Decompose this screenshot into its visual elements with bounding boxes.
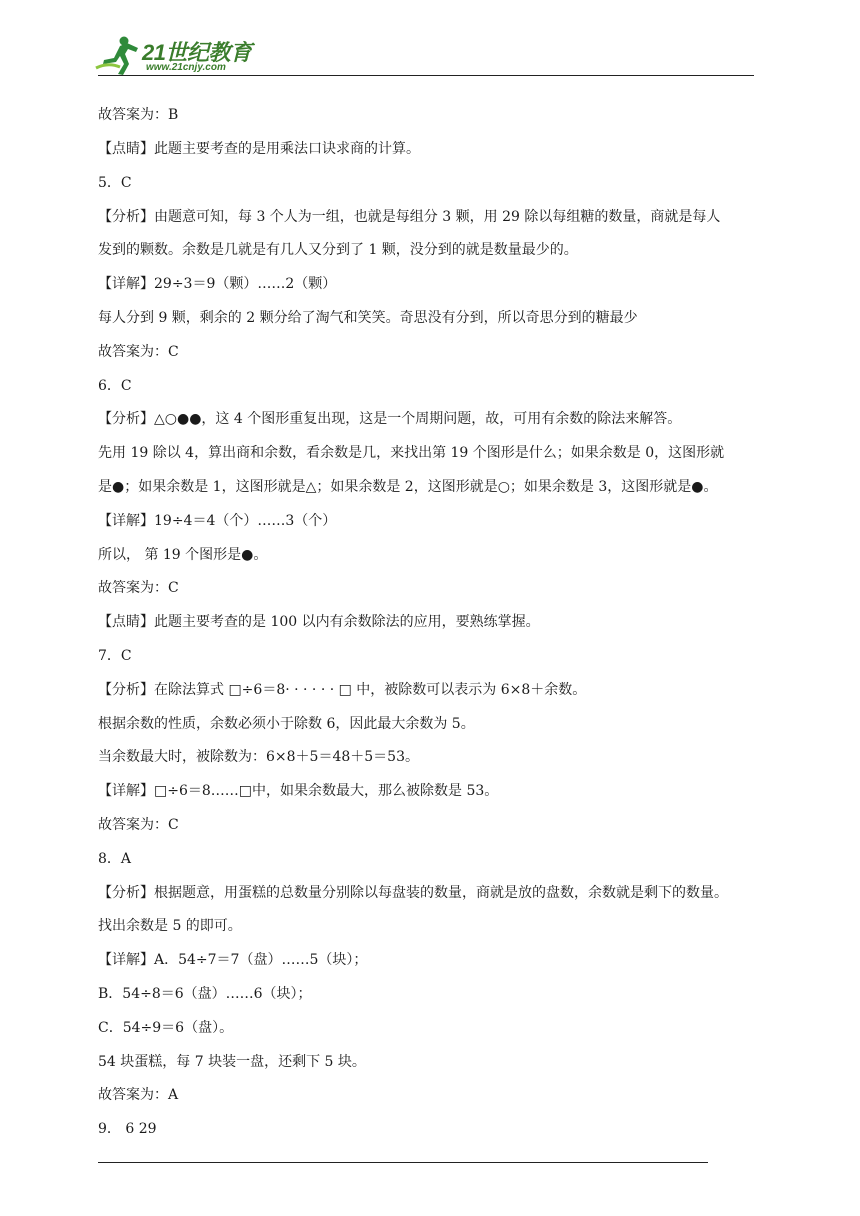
text-line: 找出余数是 5 的即可。 <box>98 918 242 934</box>
text-line: 每人分到 9 颗，剩余的 2 颗分给了淘气和笑笑。奇思没有分到，所以奇思分到的糖最少 <box>98 310 638 326</box>
text-line: 故答案为：C <box>98 817 179 833</box>
text-line: 故答案为：C <box>98 344 179 360</box>
text-line: 【点睛】此题主要考查的是用乘法口诀求商的计算。 <box>98 141 420 157</box>
site-logo <box>94 34 264 78</box>
text-line: 【分析】△○●●，这 4 个图形重复出现，这是一个周期问题，故，可用有余数的除法来解答。 <box>98 411 682 427</box>
text-line: 故答案为：A <box>98 1087 179 1103</box>
text-line: 【详解】A．54÷7＝7（盘）……5（块）； <box>98 952 368 968</box>
text-line: 【详解】29÷3＝9（颗）……2（颗） <box>98 276 337 292</box>
logo-text: 21世纪教育 <box>142 40 252 65</box>
text-line: 发到的颗数。余数是几就是有几人又分到了 1 颗，没分到的就是数量最少的。 <box>98 242 578 258</box>
page-header <box>0 0 860 80</box>
runner-icon <box>94 34 142 76</box>
logo-url: www.21cnjy.com <box>146 62 226 73</box>
text-line: 是●；如果余数是 1，这图形就是△；如果余数是 2，这图形就是○；如果余数是 3，这图形就是●。 <box>98 479 718 495</box>
text-line: 故答案为：C <box>98 580 179 596</box>
text-line: 所以， 第 19 个图形是●。 <box>98 547 268 563</box>
text-line: 【分析】根据题意，用蛋糕的总数量分别除以每盘装的数量，商就是放的盘数，余数就是剩下的数量。 <box>98 885 728 901</box>
header-rule <box>98 75 754 76</box>
text-line: 【详解】□÷6＝8……□中，如果余数最大，那么被除数是 53。 <box>98 783 499 799</box>
text-line: 9． 6 29 <box>98 1121 157 1137</box>
text-line: 【点睛】此题主要考查的是 100 以内有余数除法的应用，要熟练掌握。 <box>98 614 540 630</box>
text-line: 先用 19 除以 4，算出商和余数，看余数是几，来找出第 19 个图形是什么；如果余数是 0，这图形就 <box>98 445 725 461</box>
text-line: 【分析】由题意可知，每 3 个人为一组，也就是每组分 3 颗，用 29 除以每组糖的数量，商就是每人 <box>98 209 721 225</box>
text-line: 8．A <box>98 851 132 867</box>
text-line: 【分析】在除法算式 □÷6＝8· · · · · · □ 中，被除数可以表示为 6×8＋余数。 <box>98 682 587 698</box>
text-line: 【详解】19÷4＝4（个）……3（个） <box>98 513 337 529</box>
text-line: 5．C <box>98 175 132 191</box>
text-line: C．54÷9＝6（盘）。 <box>98 1020 234 1036</box>
text-line: 当余数最大时，被除数为：6×8＋5＝48＋5＝53。 <box>98 749 419 765</box>
text-line: 7．C <box>98 648 132 664</box>
text-line: 故答案为：B <box>98 107 179 123</box>
text-line: 54 块蛋糕，每 7 块装一盘，还剩下 5 块。 <box>98 1054 366 1070</box>
text-line: B．54÷8＝6（盘）……6（块）； <box>98 986 312 1002</box>
footer-rule <box>98 1162 708 1163</box>
text-line: 根据余数的性质，余数必须小于除数 6，因此最大余数为 5。 <box>98 716 475 732</box>
text-line: 6．C <box>98 378 132 394</box>
